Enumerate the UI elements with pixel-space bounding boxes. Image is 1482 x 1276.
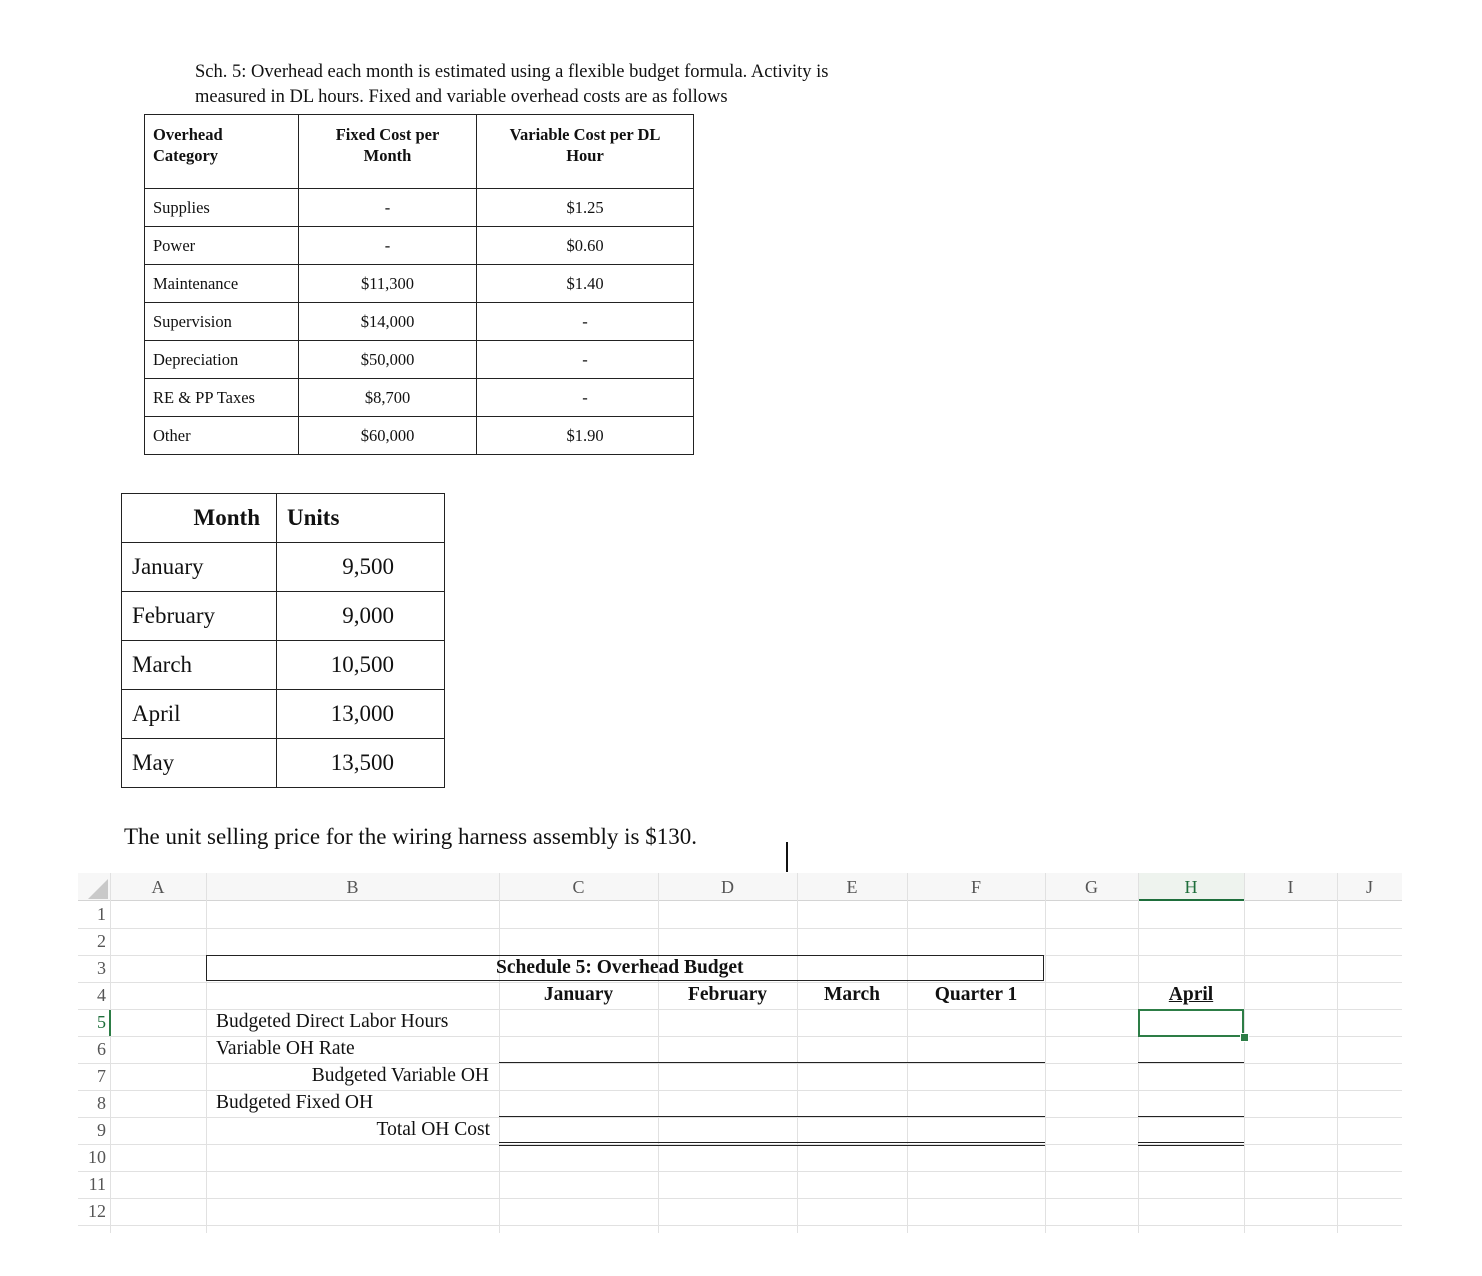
selected-row-marker [109,1010,111,1036]
intro-line-1: Sch. 5: Overhead each month is estimated using a flexible budget formula. Activity is [195,62,829,82]
table-row [145,189,694,227]
table-row [145,265,694,303]
gridline [1045,873,1046,1233]
header-quarter-1: Quarter 1 [934,984,1018,1005]
header-text: Fixed Cost per [335,125,440,144]
fixed-cost-cell: $11,300 [299,265,477,303]
header-text: Hour [566,146,604,165]
header-january: January [543,984,614,1005]
units-cell: 13,000 [277,690,445,739]
fixed-cost-cell: - [299,227,477,265]
column-header-j[interactable]: J [1337,873,1402,901]
header-variable-cost [477,115,694,189]
subtotal-underline-april [1138,1062,1244,1063]
column-header-a[interactable]: A [110,873,206,901]
row-header-10[interactable]: 10 [88,1147,106,1167]
spreadsheet-grid[interactable] [0,873,1482,1276]
subtotal-underline-april [1138,1116,1244,1117]
variable-rate-input-cells[interactable] [499,1036,1045,1063]
variable-cost-cell: $1.40 [477,265,694,303]
header-units: Units [277,494,445,543]
monthly-units-table [121,493,445,788]
label-budgeted-dl-hours: Budgeted Direct Labor Hours [216,1011,449,1032]
units-table-header-row [122,494,445,543]
selling-price-note: The unit selling price for the wiring harness assembly is $130. [124,824,697,849]
row-header-6[interactable]: 6 [97,1039,106,1059]
gridline [110,873,111,1233]
units-cell: 13,500 [277,739,445,788]
header-march: March [824,984,880,1005]
header-fixed-cost [299,115,477,189]
header-overhead-category [145,115,299,189]
header-text: Overhead [153,125,223,144]
row-header-2[interactable]: 2 [97,931,106,951]
table-row [122,543,445,592]
table-row [145,379,694,417]
overhead-cost-table [144,114,694,455]
fixed-cost-cell: $50,000 [299,341,477,379]
fixed-cost-cell: - [299,189,477,227]
table-row [122,690,445,739]
total-double-underline-april [1138,1142,1244,1146]
category-cell: Supplies [145,189,299,227]
header-april: April [1168,984,1214,1005]
variable-oh-input-cells[interactable] [499,1063,1045,1090]
gridline [1244,873,1245,1233]
total-double-underline [499,1142,1045,1146]
column-header-i[interactable]: I [1244,873,1337,901]
month-cell: January [122,543,277,592]
row-header-4[interactable]: 4 [97,985,106,1005]
fixed-cost-cell: $14,000 [299,303,477,341]
gridline [78,1171,1402,1172]
table-row [145,341,694,379]
variable-cost-cell: $0.60 [477,227,694,265]
table-row [145,303,694,341]
header-text: Variable Cost per DL [509,125,661,144]
label-variable-oh-rate: Variable OH Rate [216,1038,355,1059]
variable-cost-cell: - [477,379,694,417]
fixed-cost-cell: $8,700 [299,379,477,417]
row-header-1[interactable]: 1 [97,904,106,924]
row-header-5[interactable]: 5 [97,1012,106,1032]
gridline [1337,873,1338,1233]
category-cell: Other [145,417,299,455]
gridline [206,873,207,1233]
row-header-9[interactable]: 9 [97,1120,106,1140]
row-header-11[interactable]: 11 [88,1174,106,1194]
schedule-title: Schedule 5: Overhead Budget [496,957,744,978]
table-row [122,592,445,641]
row-header-7[interactable]: 7 [97,1066,106,1086]
variable-cost-cell: $1.25 [477,189,694,227]
column-header-h[interactable]: H [1138,873,1244,901]
month-cell: April [122,690,277,739]
header-text: Category [153,146,219,165]
month-cell: March [122,641,277,690]
overhead-table-header-row [145,115,694,189]
table-row [145,227,694,265]
variable-cost-cell: - [477,341,694,379]
intro-line-2: measured in DL hours. Fixed and variable overhead costs are as follows [195,87,728,107]
gridline [78,982,1402,983]
total-oh-input-cells[interactable] [499,1117,1045,1144]
header-month: Month [122,494,277,543]
subtotal-underline [499,1062,1045,1063]
table-row [122,641,445,690]
variable-cost-cell: - [477,303,694,341]
column-header-g[interactable]: G [1045,873,1138,901]
text-cursor [786,842,788,872]
gridline [1138,873,1139,1233]
fixed-oh-input-cells[interactable] [499,1090,1045,1117]
select-all-triangle-icon [88,879,108,899]
subtotal-underline [499,1116,1045,1117]
variable-cost-cell: $1.90 [477,417,694,455]
table-row [145,417,694,455]
month-cell: May [122,739,277,788]
dl-hours-input-cells[interactable] [499,1009,1045,1036]
column-header-b[interactable]: B [206,873,499,901]
gridline [78,1198,1402,1199]
category-cell: Power [145,227,299,265]
month-cell: February [122,592,277,641]
category-cell: Maintenance [145,265,299,303]
row-header-12[interactable]: 12 [88,1201,106,1221]
column-header-f[interactable]: F [907,873,1045,901]
table-row [122,739,445,788]
units-cell: 9,000 [277,592,445,641]
category-cell: RE & PP Taxes [145,379,299,417]
fixed-cost-cell: $60,000 [299,417,477,455]
category-cell: Depreciation [145,341,299,379]
selected-cell-h5[interactable] [1138,1009,1244,1037]
gridline [78,1225,1402,1226]
header-february: February [687,984,768,1005]
label-total-oh-cost: Total OH Cost [376,1119,490,1140]
gridline [78,928,1402,929]
row-header-3[interactable]: 3 [97,958,106,978]
units-cell: 10,500 [277,641,445,690]
units-cell: 9,500 [277,543,445,592]
label-budgeted-fixed-oh: Budgeted Fixed OH [216,1092,374,1113]
column-header-d[interactable]: D [658,873,797,901]
fill-handle[interactable] [1240,1033,1249,1042]
column-header-c[interactable]: C [499,873,658,901]
intro-text [195,60,915,110]
header-text: Month [363,146,412,165]
label-budgeted-variable-oh: Budgeted Variable OH [311,1065,489,1086]
category-cell: Supervision [145,303,299,341]
row-header-8[interactable]: 8 [97,1093,106,1113]
column-header-e[interactable]: E [797,873,907,901]
